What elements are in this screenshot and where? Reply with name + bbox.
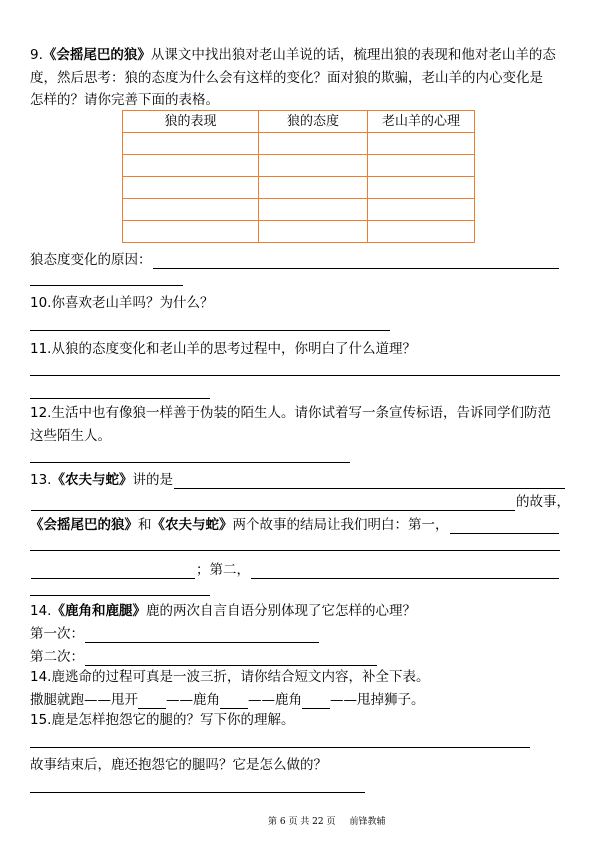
q14a-text: 鹿的两次自言自语分别体现了它怎样的心理？: [145, 603, 416, 619]
chain-step: ——甩掉狮子。: [330, 692, 425, 708]
q10-line: [30, 294, 213, 312]
q9-reason-line: [30, 251, 560, 269]
table-cell: [123, 133, 259, 155]
q12-line1: [30, 404, 551, 422]
answer-line: [30, 375, 560, 376]
table-row: [123, 177, 475, 199]
q9-number: 9.: [30, 47, 43, 63]
answer-line: [251, 565, 559, 579]
table-header-goat-mindset: 老山羊的心理: [368, 111, 475, 133]
q14b-line: [30, 668, 429, 686]
table-cell: [368, 155, 475, 177]
table-cell: [259, 199, 368, 221]
table-cell: [259, 221, 368, 243]
table-header-row: [123, 111, 475, 133]
q13-line1: [30, 471, 566, 489]
q15-followup-line: [30, 756, 327, 774]
answer-line: [30, 330, 390, 331]
q13-line2: [30, 493, 570, 511]
chain-step: 撒腿就跑——甩开: [30, 692, 138, 708]
q13-second-label: ；第二，: [196, 562, 250, 578]
answer-line: [30, 285, 183, 286]
page-number: 第 6 页 共 22 页: [268, 817, 336, 827]
answer-line: [153, 255, 560, 269]
table-cell: [368, 177, 475, 199]
publisher-brand: 前锋教辅: [349, 817, 386, 827]
answer-line: [174, 475, 565, 489]
q14a-number: 14.: [30, 603, 52, 619]
q14a-first-label: 第一次：: [30, 626, 84, 642]
table-cell: [368, 199, 475, 221]
answer-line: [30, 550, 560, 551]
q13-story-suffix: 的故事，: [516, 494, 570, 510]
table-cell: [259, 133, 368, 155]
answer-line: [30, 792, 365, 793]
table-cell: [259, 177, 368, 199]
q9-reason-label: 狼态度变化的原因：: [30, 252, 152, 268]
q9-line2: [30, 69, 543, 87]
answer-line: [30, 462, 350, 463]
chain-step: ——鹿角: [248, 692, 302, 708]
table-cell: [368, 133, 475, 155]
answer-line: [31, 565, 195, 579]
table-cell: [123, 199, 259, 221]
fill-blank: [220, 695, 248, 709]
table-cell: [259, 155, 368, 177]
q14a-story-title: 《鹿角和鹿腿》: [51, 603, 146, 619]
q13-line4: [30, 561, 560, 579]
q11-text: 11.从狼的态度变化和老山羊的思考过程中，你明白了什么道理？: [30, 341, 416, 357]
q9-line3: [30, 91, 219, 109]
table-cell: [123, 221, 259, 243]
answer-line: [30, 747, 530, 748]
q9-story-title: 《会摇尾巴的狼》: [42, 47, 151, 63]
table-row: [123, 155, 475, 177]
q9-line1: [30, 46, 556, 64]
q13-number: 13.: [30, 472, 52, 488]
q12-text: 12.生活中也有像狼一样善于伪装的陌生人。请你试着写一条宣传标语，告诉同学们防范: [30, 405, 551, 421]
q15-text: 15.鹿是怎样抱怨它的腿的？写下你的理解。: [30, 712, 295, 728]
answer-line: [31, 497, 515, 511]
q12-line2: [30, 427, 111, 445]
answer-line: [30, 398, 210, 399]
chain-step: ——鹿角: [166, 692, 220, 708]
table-header-wolf-behavior: 狼的表现: [123, 111, 259, 133]
table-row: [123, 199, 475, 221]
table-row: [123, 221, 475, 243]
q13-joiner: 和: [138, 517, 152, 533]
fill-blank: [138, 695, 166, 709]
q13-title-a: 《会摇尾巴的狼》: [30, 517, 138, 533]
table-row: [123, 133, 475, 155]
answer-line: [450, 520, 560, 534]
q13-line3: [30, 516, 560, 534]
page-footer: [268, 815, 386, 829]
q14a-second-line: [30, 648, 378, 666]
table-cell: [123, 155, 259, 177]
q9-prompt-text: 度，然后思考：狼的态度为什么会有这样的变化？面对狼的欺骗，老山羊的内心变化是: [30, 70, 543, 86]
q11-line: [30, 340, 416, 358]
q10-text: 10.你喜欢老山羊吗？为什么？: [30, 295, 214, 311]
answer-line: [30, 595, 210, 596]
q12-text: 这些陌生人。: [30, 428, 111, 444]
q14a-first-line: [30, 625, 320, 643]
answer-line: [85, 652, 377, 666]
q14b-chain-line: [30, 691, 425, 709]
q13-lesson-prompt: 两个故事的结局让我们明白：第一，: [232, 517, 449, 533]
q9-prompt-text: 怎样的？请你完善下面的表格。: [30, 92, 219, 108]
q15-followup-text: 故事结束后，鹿还抱怨它的腿吗？它是怎么做的？: [30, 757, 327, 773]
q13-prompt: 讲的是: [132, 472, 173, 488]
q14a-second-label: 第二次：: [30, 649, 84, 665]
answer-line: [85, 629, 319, 643]
q9-prompt-text: 从课文中找出狼对老山羊说的话，梳理出狼的表现和他对老山羊的态: [150, 47, 556, 63]
table-header-wolf-attitude: 狼的态度: [259, 111, 368, 133]
q13-story-title: 《农夫与蛇》: [51, 472, 133, 488]
q14b-text: 14.鹿逃命的过程可真是一波三折，请你结合短文内容，补全下表。: [30, 669, 430, 685]
table-cell: [123, 177, 259, 199]
q15-line: [30, 711, 294, 729]
table-cell: [368, 221, 475, 243]
fill-blank: [302, 695, 330, 709]
q14a-line: [30, 602, 416, 620]
q13-title-b: 《农夫与蛇》: [151, 517, 233, 533]
wolf-attitude-table: [122, 110, 475, 243]
